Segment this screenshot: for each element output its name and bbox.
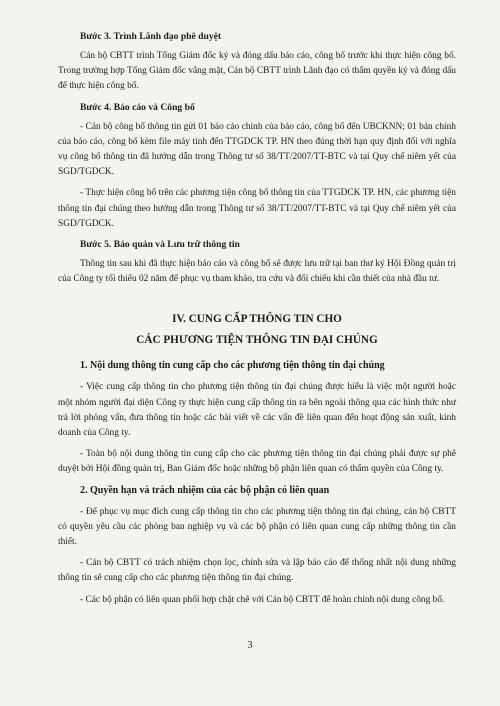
step4-paragraph-2: - Thực hiện công bố trên các phương tiện công bố thông tin của TTGDCK TP. HN, các phương tiện thông tin đại chúng theo hướng dẫn trong Thông tư số 38/TT/2007/TT-BTC và tại Quy chế niêm yết của SGD/TGDCK. — [58, 188, 456, 229]
chapter-title-line-2: CÁC PHƯƠNG TIỆN THÔNG TIN ĐẠI CHÚNG — [136, 334, 378, 347]
section2-paragraph-1: - Để phục vụ mục đích cung cấp thông tin cho các phương tiện thông tin đại chúng, cán bộ CBTT có quyền yêu cầu các phòng ban nghiệp vụ và các bộ phận có liên quan cung cấp những thông tin cần thiết. — [58, 506, 456, 548]
step5-heading: Bước 5. Bảo quản và Lưu trữ thông tin — [80, 239, 240, 251]
step3-paragraph-1: Cán bộ CBTT trình Tổng Giám đốc ký và đóng dấu báo cáo, công bố trước khi thực hiện công bố. Trong trường hợp Tổng Giám đốc vắng mặt, Cán bộ CBTT trình Lãnh đạo có thẩm quyền ký và đóng dấu để thực hiện công bố. — [58, 51, 456, 92]
chapter-title-line-1: IV. CUNG CẤP THÔNG TIN CHO — [172, 313, 342, 326]
section1-paragraph-2: - Toàn bộ nội dung thông tin cung cấp cho các phương tiện thông tin đại chúng phải được sự phê duyệt bởi Hội đồng quản trị, Ban Giám đốc hoặc những bộ phận liên quan có thẩm quyền của Công ty. — [58, 449, 456, 475]
section2-paragraph-3: - Các bộ phận có liên quan phối hợp chặt chẽ với Cán bộ CBTT để hoàn chỉnh nội dung công bố. — [80, 594, 445, 605]
step4-heading: Bước 4. Báo cáo và Công bố — [80, 101, 195, 113]
section2-paragraph-2: - Cán bộ CBTT có trách nhiệm chọn lọc, chỉnh sửa và lập báo cáo để thống nhất nội dung những thông tin sẽ cung cấp cho các phương tiện thông tin đại chúng. — [58, 558, 456, 584]
section2-heading: 2. Quyền hạn và trách nhiệm của các bộ phận có liên quan — [80, 484, 330, 496]
step5-paragraph-1: Thông tin sau khi đã thực hiện báo cáo và công bố sẽ được lưu trữ tại ban thư ký Hội Đồng quản trị của Công ty tối thiểu 02 năm để phục vụ tham khảo, tra cứu và đối chiếu khi cần thiết của nhà đầu tư. — [58, 259, 456, 285]
section1-heading: 1. Nội dung thông tin cung cấp cho các phương tiện thông tin đại chúng — [80, 360, 385, 372]
section1-paragraph-1: - Việc cung cấp thông tin cho phương tiện thông tin đại chúng được hiểu là việc một người hoặc một nhóm người đại diện Công ty thực hiện cung cấp thông tin ra bên ngoài thông qua các hình thức như trả lời phỏng vấn, đưa thông tin hoặc các bài viết về các vấn đề liên quan đến hoạt động sản xuất, kinh doanh của Công ty. — [58, 382, 456, 439]
step4-paragraph-1: - Cán bộ công bố thông tin gửi 01 báo cáo chính của báo cáo, công bố đến UBCKNN; 01 bản chính của báo cáo, công bố kèm file máy tính đến TTGDCK TP. HN theo đúng thời hạn quy định đối với nghĩa vụ công bố thông tin đã hướng dẫn trong Thông tư số 38/TT/2007/TT-BTC và tại Quy chế niêm yết của SGD/TGDCK. — [58, 121, 456, 178]
page-number: 3 — [247, 640, 253, 651]
step3-heading: Bước 3. Trình Lãnh đạo phê duyệt — [80, 31, 222, 42]
